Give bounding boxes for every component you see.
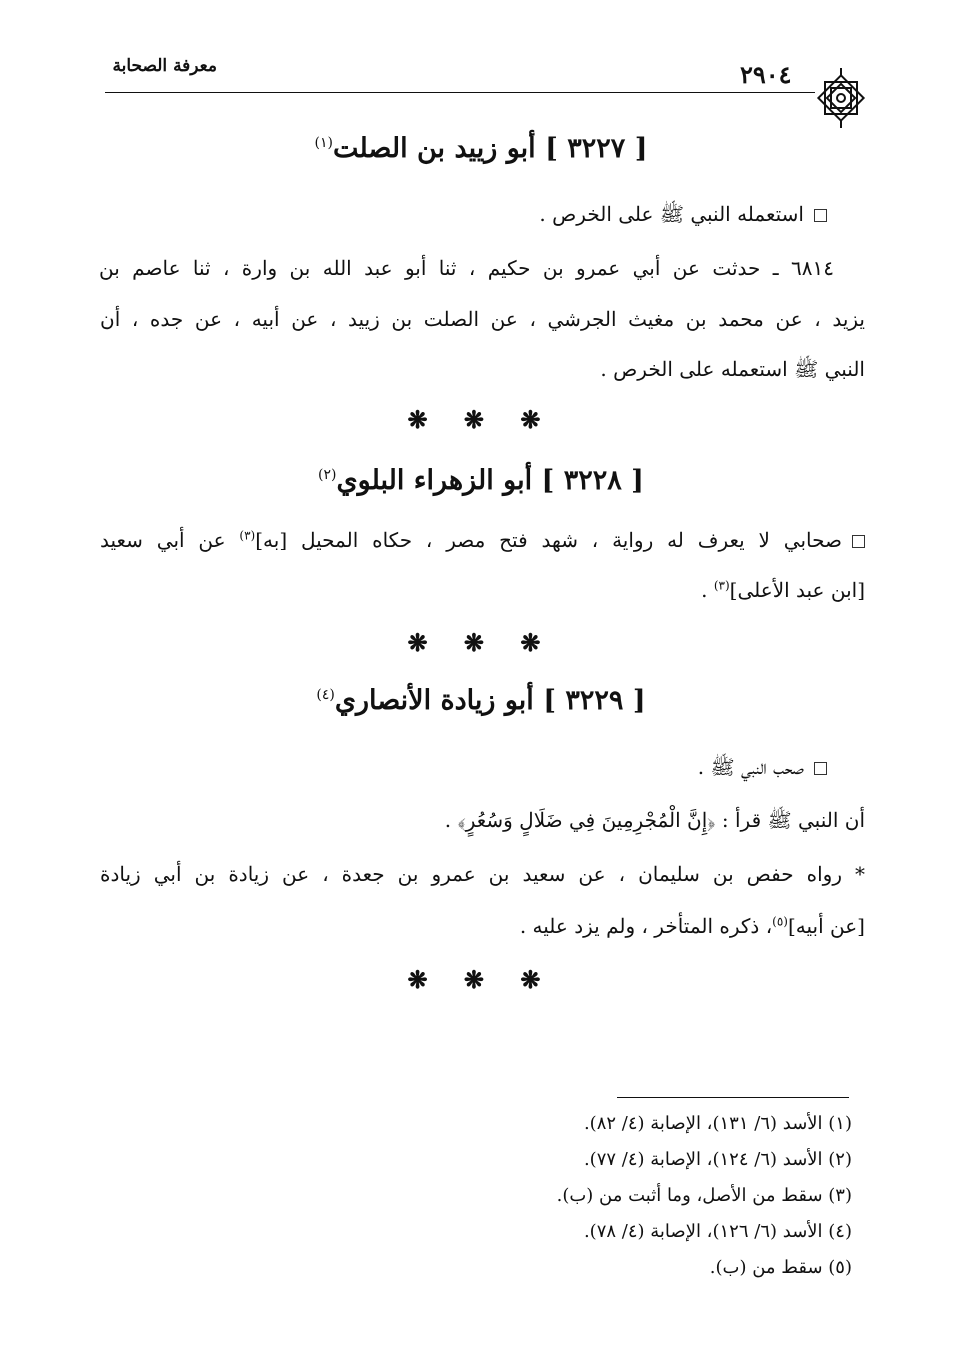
entry-number-bracket-open: [ <box>634 133 648 164</box>
footnote-5: (٥) سقط من (ب). <box>709 1257 852 1278</box>
footnote-ref: (٣) <box>239 528 256 543</box>
entry-number: ٣٢٢٨ <box>563 465 622 496</box>
islamic-star-ornament-icon <box>815 66 867 130</box>
hadith-line-3: النبي ﷺ استعمله على الخرص . <box>600 357 865 381</box>
footnote-rule <box>617 1097 849 1098</box>
entry-3228-line-2 <box>701 578 865 602</box>
entry-name: أبو زييد بن الصلت <box>332 133 536 164</box>
entry-heading-3227 <box>0 133 962 164</box>
entry-3228-line-1 <box>100 528 865 552</box>
footnote-4: (٤) الأسد (٦/ ١٢٦)، الإصابة (٤/ ٧٨). <box>583 1221 852 1242</box>
entry-3229-line-2: أن النبي ﷺ قرأ : ﴿إِنَّ الْمُجْرِمِينَ فِي ضَلَالٍ وَسُعُرٍ﴾ . <box>444 808 865 832</box>
footnote-ref: (١) <box>314 135 333 151</box>
text-segment: صحابي لا يعرف له رواية ، شهد فتح مصر ، حكاه المحيل [به] <box>255 528 843 552</box>
text-segment: [عن أبيه] <box>787 914 865 938</box>
text-line: استعمله النبي ﷺ على الخرص . <box>539 202 804 226</box>
entry-3229-line-3: * رواه حفص بن سليمان ، عن سعيد بن عمرو بن جعدة ، عن زيادة بن أبي زيادة <box>100 862 866 886</box>
header-rule <box>105 92 815 93</box>
entry-number-bracket-close: ] <box>543 685 556 716</box>
book-title: معرفة الصحابة <box>112 56 217 76</box>
checkbox-square-icon <box>852 535 865 548</box>
checkbox-square-icon <box>814 762 827 775</box>
hadith-line-2: يزيد ، عن محمد بن مغيث الجرشي ، عن الصلت بن زييد ، عن أبيه ، عن جده ، أن <box>100 307 865 331</box>
footnote-2: (٢) الأسد (٦/ ١٢٤)، الإصابة (٤/ ٧٧). <box>583 1149 852 1170</box>
entry-number-bracket-open: [ <box>631 465 644 496</box>
footnote-ref: (٣) <box>713 578 730 593</box>
text-segment: ، ذكره المتأخر ، ولم يزد عليه . <box>519 914 773 938</box>
entry-3229-line-4 <box>520 914 865 938</box>
entry-number: ٣٢٢٧ <box>567 133 626 164</box>
footnote-1: (١) الأسد (٦/ ١٣١)، الإصابة (٤/ ٨٢). <box>583 1113 852 1134</box>
entry-3229-line-1 <box>698 755 827 779</box>
footnote-ref: (٢) <box>318 467 337 483</box>
section-separator: ❋ ❋ ❋ <box>407 965 555 994</box>
entry-name: أبو زيادة الأنصاري <box>334 685 534 716</box>
entry-heading-3228 <box>0 465 962 496</box>
footnote-ref: (٤) <box>316 687 335 703</box>
text-segment: صحب النبي ﷺ . <box>697 755 804 779</box>
footnote-3: (٣) سقط من الأصل، وما أثبت من (ب). <box>556 1185 852 1206</box>
section-separator: ❋ ❋ ❋ <box>407 628 555 657</box>
entry-number-bracket-close: ] <box>545 133 558 164</box>
entry-number-bracket-close: ] <box>541 465 555 496</box>
checkbox-square-icon <box>814 209 827 222</box>
entry-3227-summary <box>539 202 827 226</box>
text-segment: . <box>701 578 714 602</box>
text-segment: عن أبي سعيد <box>100 528 240 552</box>
entry-number-bracket-open: [ <box>632 685 646 716</box>
hadith-line-1: ٦٨١٤ ـ حدثت عن أبي عمرو بن حكيم ، ثنا أبو عبد الله بن وارة ، ثنا عاصم بن <box>99 256 834 280</box>
entry-number: ٣٢٢٩ <box>565 685 624 716</box>
text-segment: [ابن عبد الأعلى] <box>729 578 865 602</box>
entry-heading-3229 <box>0 685 962 716</box>
page-number: ٢٩٠٤ <box>740 60 792 89</box>
entry-name: أبو الزهراء البلوي <box>336 465 533 496</box>
footnote-ref: (٥) <box>772 914 788 929</box>
section-separator: ❋ ❋ ❋ <box>407 405 555 434</box>
